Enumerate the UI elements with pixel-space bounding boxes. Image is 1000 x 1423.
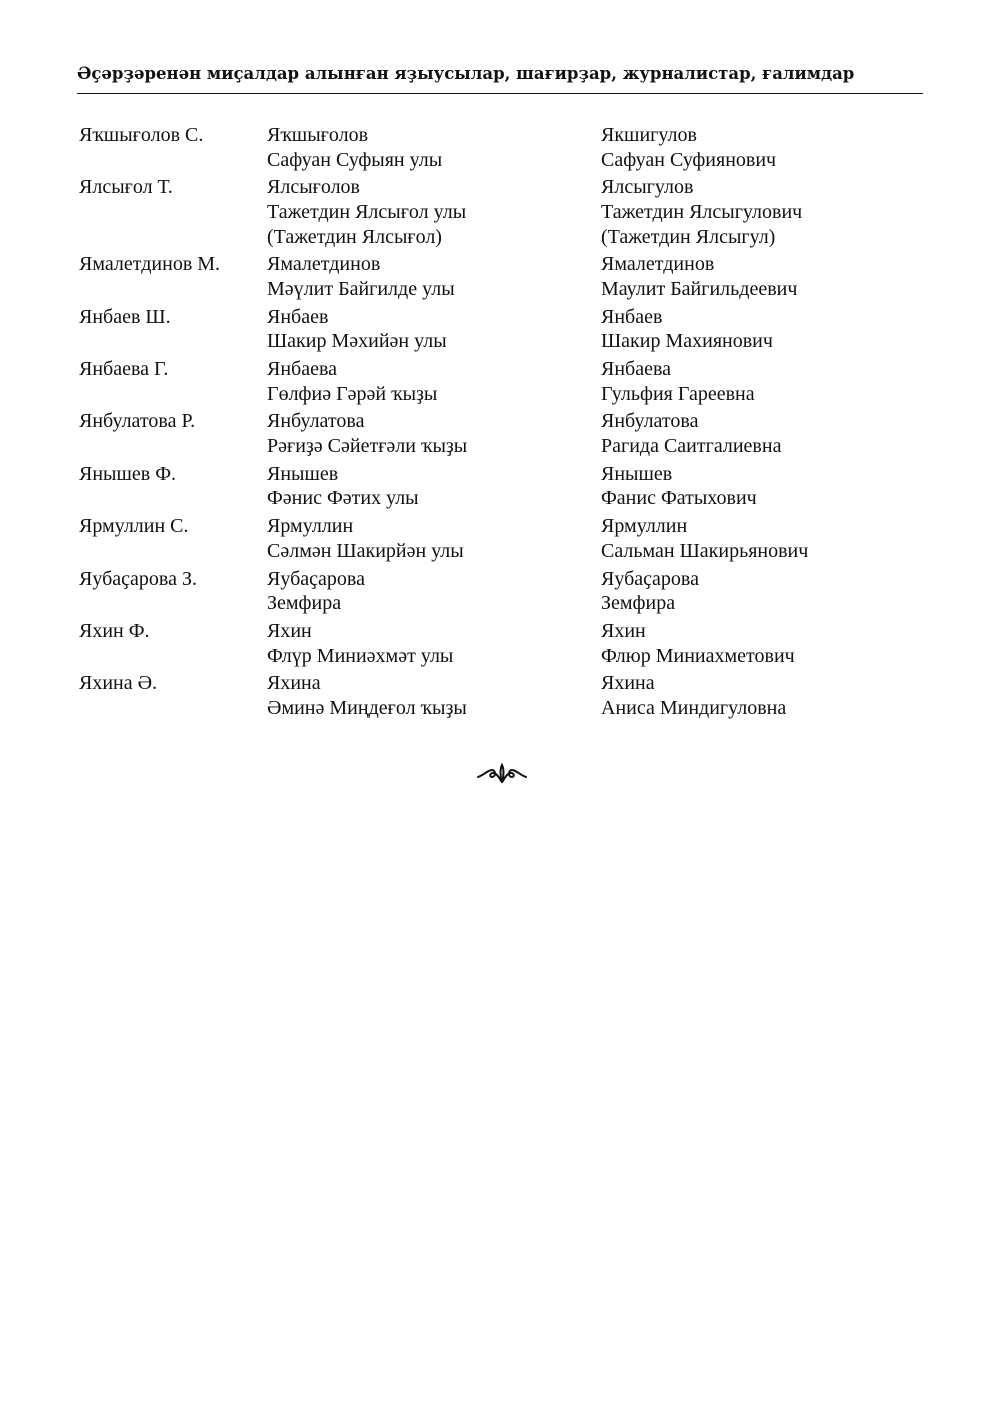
russian-name-line: Шакир Махиянович <box>601 330 773 353</box>
fleuron-ornament-icon <box>476 760 528 788</box>
russian-name-line: Янбаева <box>601 358 672 381</box>
author-entry <box>79 123 919 172</box>
author-short-name: Янышев Ф. <box>79 462 177 485</box>
russian-name-line: Гульфия Гареевна <box>601 382 755 405</box>
author-entry <box>79 462 919 511</box>
bashkir-name-line: Гөлфиә Гәрәй ҡыҙы <box>267 382 438 405</box>
bashkir-name-line: Ямалетдинов <box>267 253 381 276</box>
author-short-name: Янбаев Ш. <box>79 305 171 328</box>
author-entry <box>79 305 919 354</box>
russian-name-line: Фанис Фатыхович <box>601 487 757 510</box>
author-russian-name <box>601 619 795 668</box>
running-header: Әҫәрҙәренән миҫалдар алынған яҙыусылар, шағирҙар, журналистар, ғалимдар <box>77 64 855 83</box>
author-entry <box>79 175 919 249</box>
author-short-name: Янбаева Г. <box>79 358 169 381</box>
author-short-name: Яҡшығолов С. <box>79 124 204 146</box>
bashkir-name-line: Шакир Мәхийән улы <box>267 330 447 353</box>
russian-name-line: Сафуан Суфиянович <box>601 148 777 171</box>
bashkir-name-line: Тажетдин Ялсығол улы <box>267 200 467 223</box>
russian-name-line: Яубаҫарова <box>601 567 699 590</box>
russian-name-line: Янышев <box>601 462 673 485</box>
russian-name-line: Маулит Байгильдеевич <box>601 277 798 300</box>
author-entry <box>79 357 919 406</box>
author-russian-name <box>601 357 755 406</box>
author-short-name: Янбулатова Р. <box>79 410 196 433</box>
bashkir-name-line: Яхина <box>267 672 321 695</box>
russian-name-line: Аниса Миндигуловна <box>601 696 787 719</box>
bashkir-name-line: Земфира <box>267 592 342 615</box>
author-bashkir-name <box>267 567 597 616</box>
header-rule <box>77 93 923 94</box>
author-bashkir-name <box>267 462 597 511</box>
russian-name-line: Ярмуллин <box>601 515 688 538</box>
author-russian-name <box>601 123 776 172</box>
bashkir-name-line: Әминә Миңдеғол ҡыҙы <box>267 696 467 719</box>
bashkir-name-line: Яхин <box>267 619 312 642</box>
bashkir-name-line: Рәғиҙә Сәйетғәли ҡыҙы <box>267 435 468 458</box>
bashkir-name-line: (Тажетдин Ялсығол) <box>267 225 442 248</box>
author-short-name: Ярмуллин С. <box>79 515 189 538</box>
author-bashkir-name <box>267 123 597 172</box>
russian-name-line: Янбулатова <box>601 410 699 433</box>
russian-name-line: Янбаев <box>601 305 663 328</box>
bashkir-name-line: Янышев <box>267 462 339 485</box>
russian-name-line: Земфира <box>601 592 676 615</box>
bashkir-name-line: Янбаева <box>267 358 338 381</box>
author-short-name: Ялсығол Т. <box>79 176 173 199</box>
author-russian-name <box>601 252 797 301</box>
author-entry <box>79 671 919 720</box>
author-bashkir-name <box>267 175 597 249</box>
russian-name-line: Флюр Миниахметович <box>601 644 795 667</box>
author-bashkir-name <box>267 671 597 720</box>
russian-name-line: Ялсыгулов <box>601 176 694 199</box>
bashkir-name-line: Фәнис Фәтих улы <box>267 487 419 510</box>
russian-name-line: (Тажетдин Ялсыгул) <box>601 225 776 248</box>
bashkir-name-line: Ярмуллин <box>267 515 354 538</box>
author-russian-name <box>601 567 699 616</box>
author-entry <box>79 252 919 301</box>
bashkir-name-line: Мәүлит Байгилде улы <box>267 277 455 300</box>
bashkir-name-line: Флүр Миниәхмәт улы <box>267 644 454 667</box>
russian-name-line: Якшигулов <box>601 124 697 146</box>
author-russian-name <box>601 462 757 511</box>
author-bashkir-name <box>267 252 597 301</box>
bashkir-name-line: Яубаҫарова <box>267 567 365 590</box>
author-russian-name <box>601 409 781 458</box>
russian-name-line: Яхина <box>601 672 655 695</box>
author-entry <box>79 619 919 668</box>
author-entry <box>79 514 919 563</box>
author-bashkir-name <box>267 514 597 563</box>
bashkir-name-line: Янбулатова <box>267 410 365 433</box>
russian-name-line: Тажетдин Ялсыгулович <box>601 200 803 223</box>
author-list <box>79 123 919 724</box>
author-entry <box>79 409 919 458</box>
bashkir-name-line: Янбаев <box>267 305 329 328</box>
bashkir-name-line: Сәлмән Шакирйән улы <box>267 539 464 562</box>
russian-name-line: Рагида Саитгалиевна <box>601 435 782 458</box>
author-short-name: Яубаҫарова З. <box>79 567 197 590</box>
bashkir-name-line: Сафуан Суфыян улы <box>267 148 443 171</box>
author-russian-name <box>601 175 802 249</box>
author-bashkir-name <box>267 357 597 406</box>
russian-name-line: Яхин <box>601 619 646 642</box>
author-short-name: Ямалетдинов М. <box>79 253 221 276</box>
author-short-name: Яхина Ә. <box>79 672 158 695</box>
author-bashkir-name <box>267 305 597 354</box>
author-russian-name <box>601 671 786 720</box>
author-russian-name <box>601 514 808 563</box>
author-entry <box>79 567 919 616</box>
author-russian-name <box>601 305 773 354</box>
bashkir-name-line: Ялсығолов <box>267 176 360 199</box>
author-short-name: Яхин Ф. <box>79 619 150 642</box>
russian-name-line: Ямалетдинов <box>601 253 715 276</box>
author-bashkir-name <box>267 619 597 668</box>
author-bashkir-name <box>267 409 597 458</box>
bashkir-name-line: Яҡшығолов <box>267 124 369 146</box>
russian-name-line: Сальман Шакирьянович <box>601 539 809 562</box>
